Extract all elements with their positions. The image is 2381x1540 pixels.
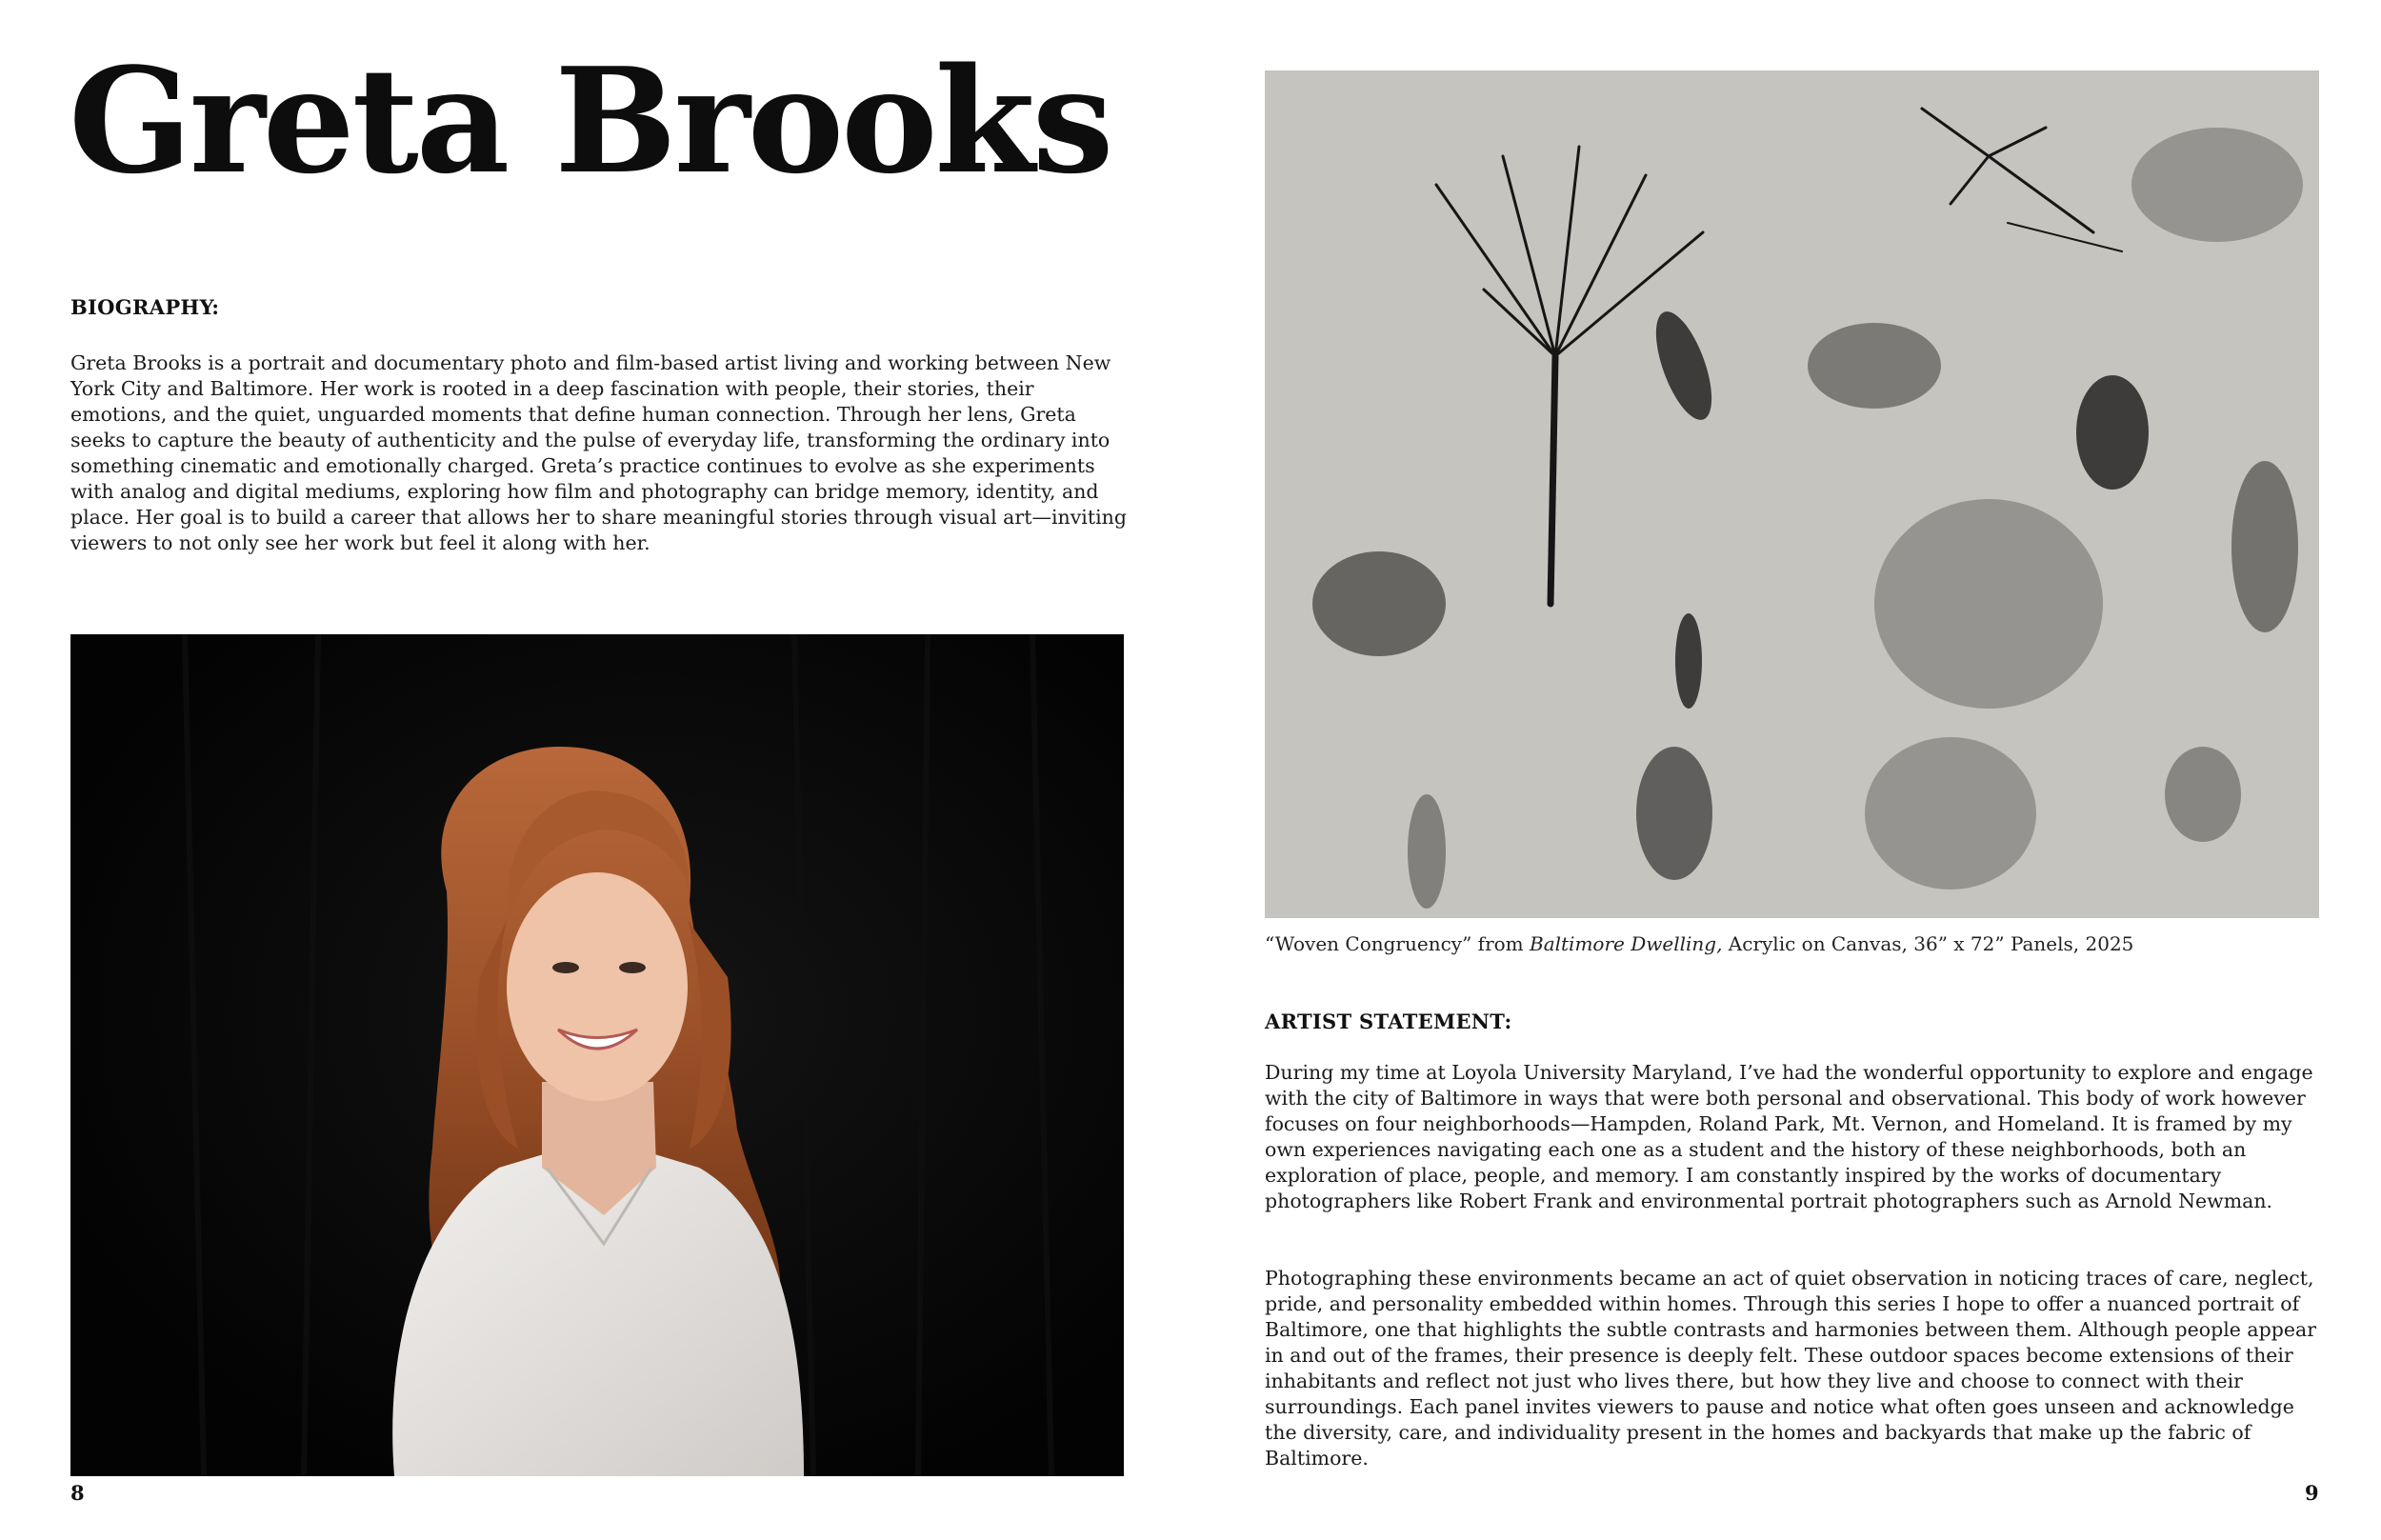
portrait-illustration: [70, 634, 1124, 1476]
statement-paragraph-1: During my time at Loyola University Maryland, I’ve had the wonderful opportunity to explore and engage with the city of Baltimore in ways that were both personal and observational. This body of work however focuses on four neighborhoods—Hampden, Roland Park, Mt. Vernon, and Homeland. It is framed by my own experiences navigating each one as a student and the history of these neighborhoods, both an exploration of place, people, and memory. I am constantly inspired by the works of documentary photographers like Robert Frank and environmental portrait photographers such as Arnold Newman.: [1265, 1061, 2313, 1212]
artist-name-title: Greta Brooks: [69, 35, 1111, 206]
biography-text: Greta Brooks is a portrait and documentary photo and film-based artist living and working between New York City and Baltimore. Her work is rooted in a deep fascination with people, their stories, their emotions, and the quiet, unguarded moments that define human connection. Through her lens, Greta seeks to capture the beauty of authenticity and the pulse of everyday life, transforming the ordinary into something cinematic and emotionally charged. Greta’s practice continues to evolve as she experiments with analog and digital mediums, exploring how film and photography can bridge memory, identity, and place. Her goal is to build a career that allows her to share meaningful stories through visual art—inviting viewers to not only see her work but feel it along with her.: [70, 351, 1127, 554]
artwork-caption: [1265, 932, 2133, 955]
artist-statement-heading: ARTIST STATEMENT:: [1265, 1010, 1512, 1033]
caption-title: “Woven Congruency” from: [1265, 932, 1530, 955]
statement-paragraph-2: Photographing these environments became an act of quiet observation in noticing traces of care, neglect, pride, and personality embedded within homes. Through this series I hope to offer a nuanced portrait of Baltimore, one that highlights the subtle contrasts and harmonies between them. Although people appear in and out of the frames, their presence is deeply felt. These outdoor spaces become extensions of their inhabitants and reflect not just who lives there, but how they live and choose to connect with their surroundings. Each panel invites viewers to pause and notice what often goes unseen and acknowledge the diversity, care, and individuality present in the homes and backyards that make up the fabric of Baltimore.: [1265, 1267, 2317, 1470]
page-number-right: 9: [2305, 1481, 2319, 1505]
page-number-left: 8: [70, 1481, 85, 1505]
leaf-print-illustration: [1265, 70, 2319, 918]
artwork-leaf-print-image: [1265, 70, 2319, 918]
biography-heading: BIOGRAPHY:: [70, 295, 220, 319]
caption-series: Baltimore Dwelling,: [1530, 932, 1723, 955]
artist-portrait-photo: [70, 634, 1124, 1476]
caption-details: Acrylic on Canvas, 36” x 72” Panels, 2025: [1722, 932, 2134, 955]
